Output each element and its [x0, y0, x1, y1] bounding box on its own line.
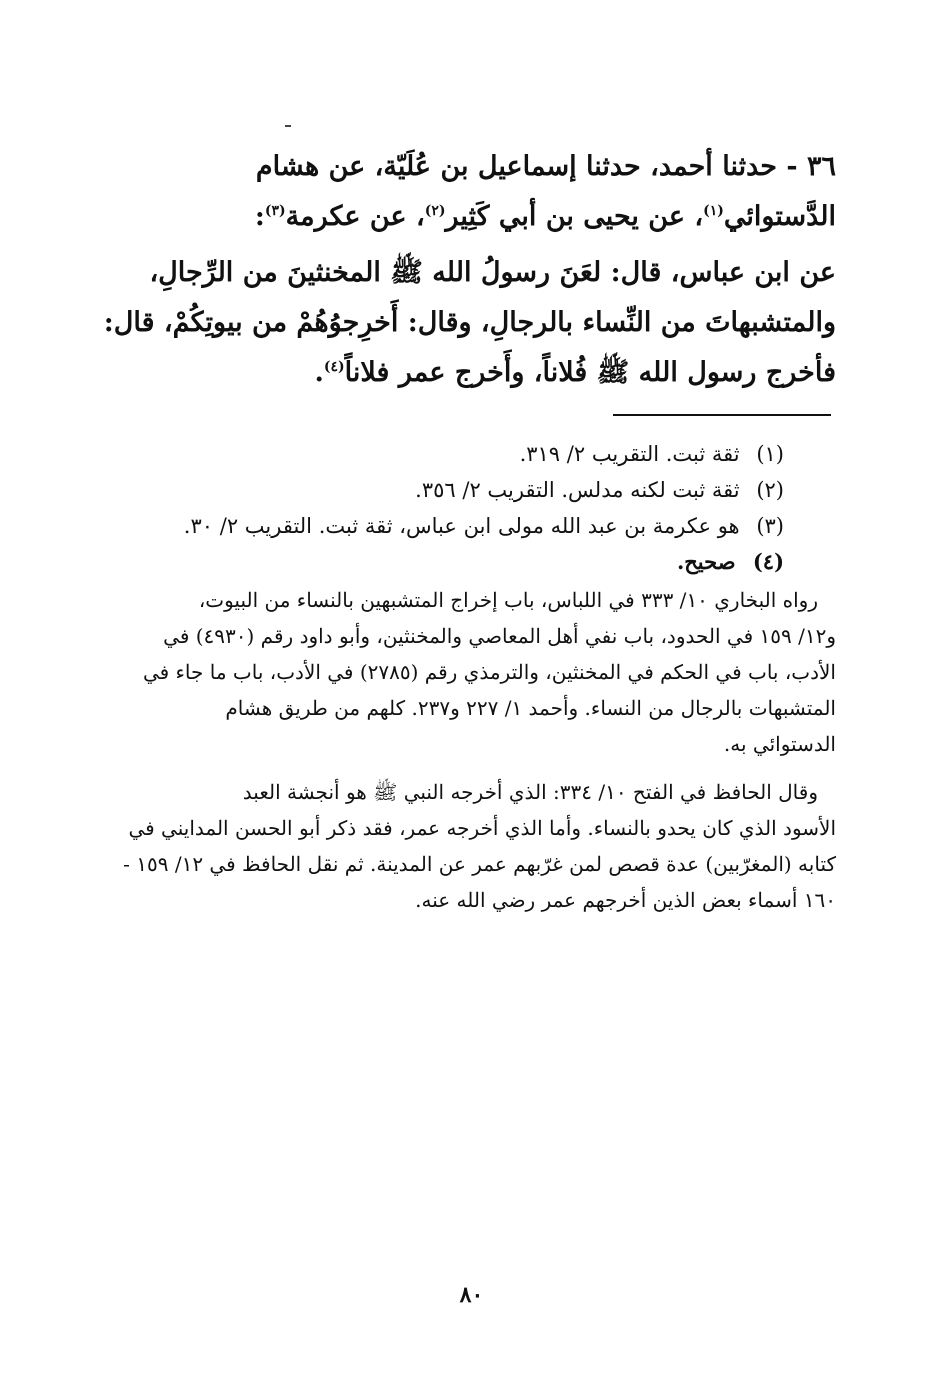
footnote-number: (١) — [756, 442, 784, 466]
footnote-3 — [136, 508, 836, 544]
footnote-number: (٣) — [756, 514, 784, 538]
isnad-line-1 — [136, 142, 836, 192]
isnad-text-1: حدثنا أحمد، حدثنا إسماعيل بن عُلَيّة، عن هشام — [255, 151, 777, 182]
footnote-number: (٤) — [752, 549, 784, 574]
hadith-text — [103, 142, 836, 398]
narrator-dastawai: الدَّستوائي — [723, 201, 836, 232]
footnote-separator — [613, 414, 831, 416]
takhrij-line: الأدب، باب في الحكم في المخنثين، والترمذي رقم (٢٧٨٥) في الأدب، باب ما جاء في — [142, 660, 836, 684]
hafiz-line: ١٦٠ أسماء بعض الذين أخرجهم عمر رضي الله عنه. — [415, 888, 836, 912]
footnote-ref-1[interactable]: (١) — [703, 203, 724, 219]
period: . — [314, 357, 324, 388]
page-number: ٨٠ — [459, 1282, 484, 1308]
footnote-ref-4[interactable]: (٤) — [323, 359, 345, 375]
footnote-ref-3[interactable]: (٣) — [264, 203, 286, 219]
takhrij-paragraph — [136, 582, 836, 762]
footnote-text: هو عكرمة بن عبد الله مولى ابن عباس، ثقة ثبت. التقريب ٢/ ٣٠. — [183, 514, 740, 538]
footnote-ref-2[interactable]: (٢) — [424, 203, 446, 219]
hafiz-line: وقال الحافظ في الفتح ١٠/ ٣٣٤: الذي أخرجه النبي ﷺ هو أنجشة العبد — [242, 780, 818, 804]
footnote-text: ثقة ثبت. التقريب ٢/ ٣١٩. — [519, 442, 740, 466]
narrator-yahya: ، عن يحيى بن أبي كَثِير — [445, 201, 704, 232]
footnote-4 — [136, 544, 836, 580]
print-mark — [285, 125, 291, 127]
colon: : — [254, 201, 265, 232]
matn-line-1: عن ابن عباس، قال: لعَنَ رسولُ الله ﷺ المخنثينَ من الرِّجالِ، — [149, 257, 836, 288]
takhrij-line: الدستوائي به. — [723, 732, 836, 756]
takhrij-line: و١٢/ ١٥٩ في الحدود، باب نفي أهل المعاصي والمخنثين، وأبو داود رقم (٤٩٣٠) في — [163, 624, 836, 648]
footnote-1 — [136, 436, 836, 472]
hafiz-line: كتابه (المغرّبين) عدة قصص لمن غرّبهم عمر عن المدينة. ثم نقل الحافظ في ١٢/ ١٥٩ - — [123, 852, 836, 876]
matn-line-2: والمتشبهاتَ من النِّساء بالرجالِ، وقال: أَخرِجوُهُمْ من بيوتِكُمْ، قال: — [103, 307, 836, 338]
hafiz-line: الأسود الذي كان يحدو بالنساء. وأما الذي أخرجه عمر، فقد ذكر أبو الحسن المدايني في — [128, 816, 836, 840]
footnote-number: (٢) — [756, 478, 784, 502]
hadith-number: ٣٦ - — [786, 151, 836, 182]
isnad-line-2 — [136, 192, 836, 242]
hafiz-paragraph — [123, 774, 836, 918]
footnote-text: صحيح. — [676, 549, 736, 574]
footnote-2 — [136, 472, 836, 508]
narrator-ikrima: ، عن عكرمة — [285, 201, 425, 232]
footnotes-section — [123, 436, 836, 918]
matn-line-3 — [136, 348, 836, 398]
takhrij-line: المتشبهات بالرجال من النساء. وأحمد ١/ ٢٢٧ و٢٣٧. كلهم من طريق هشام — [225, 696, 836, 720]
footnote-text: ثقة ثبت لكنه مدلس. التقريب ٢/ ٣٥٦. — [415, 478, 740, 502]
matn-text-3: فأخرج رسول الله ﷺ فُلاناً، وأَخرج عمر فلاناً — [344, 357, 836, 388]
takhrij-line: رواه البخاري ١٠/ ٣٣٣ في اللباس، باب إخراج المتشبهين بالنساء من البيوت، — [198, 588, 818, 612]
